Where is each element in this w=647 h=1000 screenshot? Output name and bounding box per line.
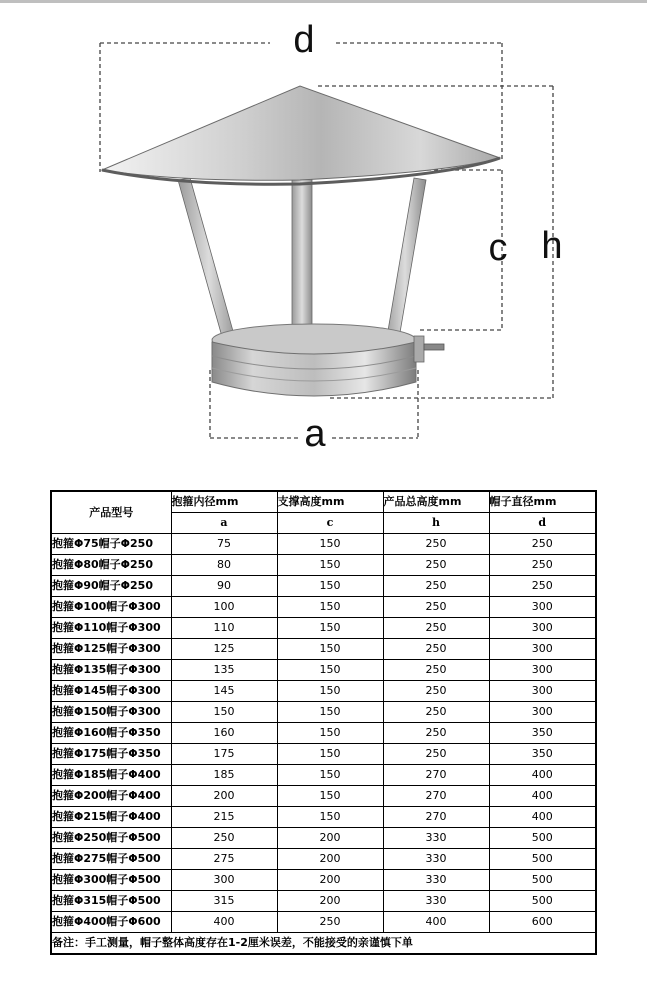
cell-d: 300 [489, 618, 596, 639]
cell-h: 250 [383, 555, 489, 576]
cell-model: 抱箍Φ110帽子Φ300 [51, 618, 171, 639]
cell-model: 抱箍Φ250帽子Φ500 [51, 828, 171, 849]
cell-d: 300 [489, 702, 596, 723]
header-col-a-name: 抱箍内径mm [171, 491, 277, 513]
cell-model: 抱箍Φ215帽子Φ400 [51, 807, 171, 828]
cell-c: 150 [277, 702, 383, 723]
cell-a: 125 [171, 639, 277, 660]
cell-d: 350 [489, 744, 596, 765]
cell-c: 250 [277, 912, 383, 933]
cell-a: 135 [171, 660, 277, 681]
dim-label-a: a [304, 413, 326, 455]
cell-d: 600 [489, 912, 596, 933]
table-row [51, 681, 596, 702]
header-col-c-symbol: c [277, 513, 383, 534]
cell-c: 150 [277, 660, 383, 681]
cell-d: 500 [489, 849, 596, 870]
cell-model: 抱箍Φ90帽子Φ250 [51, 576, 171, 597]
table-row [51, 807, 596, 828]
cell-d: 300 [489, 660, 596, 681]
cell-d: 500 [489, 870, 596, 891]
cell-c: 200 [277, 891, 383, 912]
cell-c: 150 [277, 534, 383, 555]
cell-d: 250 [489, 534, 596, 555]
cell-model: 抱箍Φ200帽子Φ400 [51, 786, 171, 807]
header-col-c-name: 支撑高度mm [277, 491, 383, 513]
cell-a: 315 [171, 891, 277, 912]
cell-h: 250 [383, 702, 489, 723]
table-row [51, 597, 596, 618]
header-model: 产品型号 [51, 491, 171, 534]
cell-model: 抱箍Φ125帽子Φ300 [51, 639, 171, 660]
cell-c: 150 [277, 744, 383, 765]
cell-c: 150 [277, 555, 383, 576]
cell-a: 90 [171, 576, 277, 597]
cell-a: 110 [171, 618, 277, 639]
cell-h: 330 [383, 849, 489, 870]
cell-model: 抱箍Φ100帽子Φ300 [51, 597, 171, 618]
table-row [51, 576, 596, 597]
cell-h: 330 [383, 828, 489, 849]
cell-a: 275 [171, 849, 277, 870]
cell-c: 200 [277, 828, 383, 849]
table-row [51, 828, 596, 849]
table-row [51, 702, 596, 723]
cell-model: 抱箍Φ315帽子Φ500 [51, 891, 171, 912]
cell-d: 400 [489, 765, 596, 786]
table-row [51, 786, 596, 807]
header-col-d-name: 帽子直径mm [489, 491, 596, 513]
cell-model: 抱箍Φ75帽子Φ250 [51, 534, 171, 555]
cell-a: 300 [171, 870, 277, 891]
table-body [51, 534, 596, 933]
cell-c: 150 [277, 681, 383, 702]
cell-a: 175 [171, 744, 277, 765]
cell-a: 400 [171, 912, 277, 933]
cell-c: 200 [277, 849, 383, 870]
dim-label-d: d [293, 19, 315, 61]
table-row [51, 534, 596, 555]
cell-d: 500 [489, 891, 596, 912]
cell-h: 330 [383, 870, 489, 891]
dim-label-h: h [541, 225, 563, 267]
cell-h: 270 [383, 807, 489, 828]
cell-model: 抱箍Φ145帽子Φ300 [51, 681, 171, 702]
header-col-a-symbol: a [171, 513, 277, 534]
cell-h: 250 [383, 618, 489, 639]
cell-a: 200 [171, 786, 277, 807]
cell-d: 300 [489, 639, 596, 660]
cell-model: 抱箍Φ150帽子Φ300 [51, 702, 171, 723]
cell-h: 250 [383, 681, 489, 702]
cell-model: 抱箍Φ175帽子Φ350 [51, 744, 171, 765]
cell-a: 80 [171, 555, 277, 576]
cell-h: 330 [383, 891, 489, 912]
cell-a: 250 [171, 828, 277, 849]
header-col-h-symbol: h [383, 513, 489, 534]
cell-model: 抱箍Φ300帽子Φ500 [51, 870, 171, 891]
cell-c: 150 [277, 576, 383, 597]
table-row [51, 555, 596, 576]
table-row [51, 660, 596, 681]
cell-a: 215 [171, 807, 277, 828]
cell-c: 150 [277, 807, 383, 828]
dim-label-c: c [488, 227, 508, 269]
rain-cap-diagram [0, 0, 647, 470]
cell-a: 145 [171, 681, 277, 702]
table-row [51, 765, 596, 786]
cell-h: 250 [383, 723, 489, 744]
cell-c: 150 [277, 786, 383, 807]
cell-model: 抱箍Φ135帽子Φ300 [51, 660, 171, 681]
table-row [51, 744, 596, 765]
table-row [51, 891, 596, 912]
spec-table [50, 490, 597, 955]
cell-a: 75 [171, 534, 277, 555]
cell-d: 350 [489, 723, 596, 744]
cell-d: 400 [489, 786, 596, 807]
cell-d: 250 [489, 576, 596, 597]
table-row [51, 618, 596, 639]
table-note: 备注：手工测量，帽子整体高度存在1-2厘米误差，不能接受的亲谨慎下单 [51, 933, 596, 955]
table-row [51, 870, 596, 891]
cell-model: 抱箍Φ160帽子Φ350 [51, 723, 171, 744]
cell-c: 150 [277, 723, 383, 744]
cell-d: 300 [489, 597, 596, 618]
cell-d: 300 [489, 681, 596, 702]
center-support [292, 178, 312, 326]
cell-h: 250 [383, 534, 489, 555]
cell-h: 250 [383, 639, 489, 660]
cell-a: 185 [171, 765, 277, 786]
cell-h: 250 [383, 576, 489, 597]
cell-c: 150 [277, 639, 383, 660]
cell-h: 250 [383, 744, 489, 765]
table-row [51, 912, 596, 933]
cell-c: 150 [277, 618, 383, 639]
cell-a: 150 [171, 702, 277, 723]
cell-a: 160 [171, 723, 277, 744]
cell-model: 抱箍Φ400帽子Φ600 [51, 912, 171, 933]
cell-model: 抱箍Φ80帽子Φ250 [51, 555, 171, 576]
cell-c: 150 [277, 765, 383, 786]
cell-c: 200 [277, 870, 383, 891]
header-col-d-symbol: d [489, 513, 596, 534]
cell-d: 250 [489, 555, 596, 576]
cell-model: 抱箍Φ185帽子Φ400 [51, 765, 171, 786]
cell-h: 250 [383, 597, 489, 618]
conical-hat [102, 86, 500, 184]
table-row [51, 639, 596, 660]
cell-h: 250 [383, 660, 489, 681]
cell-d: 400 [489, 807, 596, 828]
header-col-h-name: 产品总高度mm [383, 491, 489, 513]
table-row [51, 849, 596, 870]
cell-h: 400 [383, 912, 489, 933]
cell-d: 500 [489, 828, 596, 849]
cell-h: 270 [383, 786, 489, 807]
cell-model: 抱箍Φ275帽子Φ500 [51, 849, 171, 870]
cell-a: 100 [171, 597, 277, 618]
base-collar [212, 324, 444, 396]
cell-c: 150 [277, 597, 383, 618]
table-row [51, 723, 596, 744]
cell-h: 270 [383, 765, 489, 786]
